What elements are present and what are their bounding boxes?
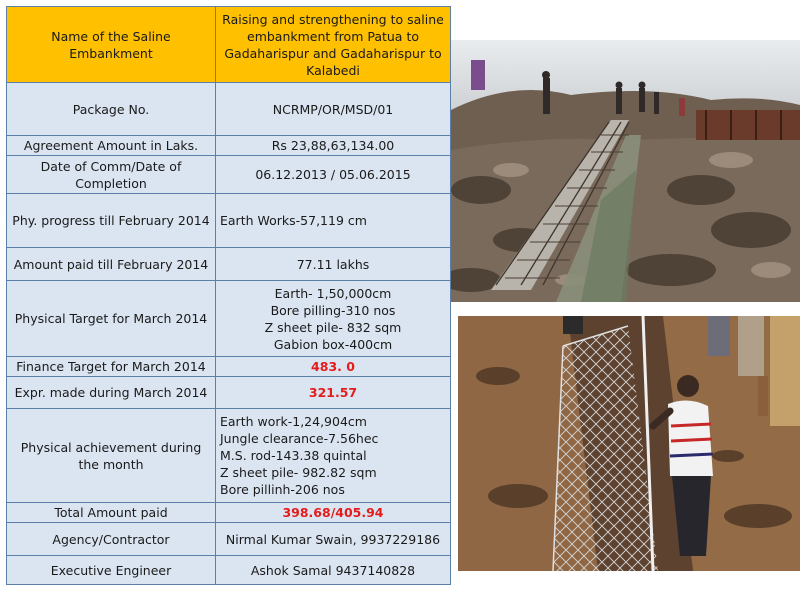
agreement-value: Rs 23,88,63,134.00 xyxy=(216,136,451,156)
table-row xyxy=(7,83,451,136)
phys-target-line: Gabion box-400cm xyxy=(273,336,393,352)
table-row xyxy=(7,377,451,409)
table-row xyxy=(7,357,451,377)
agency-value: Nirmal Kumar Swain, 9937229186 xyxy=(216,523,451,556)
dates-label: Date of Comm/Date of Completion xyxy=(7,156,216,194)
package-value: NCRMP/OR/MSD/01 xyxy=(216,83,451,136)
table-row xyxy=(7,136,451,156)
phys-achievement-line: Jungle clearance-7.56hec xyxy=(220,431,379,446)
embankment-photo-graphic xyxy=(451,40,800,302)
package-label: Package No. xyxy=(7,83,216,136)
table-row xyxy=(7,409,451,503)
phys-target-label: Physical Target for March 2014 xyxy=(7,281,216,357)
total-paid-label: Total Amount paid xyxy=(7,503,216,523)
table-row xyxy=(7,523,451,556)
phys-achievement-label: Physical achievement during the month xyxy=(7,409,216,503)
table-row xyxy=(7,556,451,585)
phy-progress-value: Earth Works-57,119 cm xyxy=(216,194,451,248)
phys-target-line: Bore pilling-310 nos xyxy=(270,302,396,318)
agency-label: Agency/Contractor xyxy=(7,523,216,556)
phys-achievement-line: Z sheet pile- 982.82 sqm xyxy=(220,465,377,480)
table-row xyxy=(7,194,451,248)
table-row xyxy=(7,503,451,523)
table-row xyxy=(7,156,451,194)
project-info-table xyxy=(6,6,451,585)
phys-achievement-line: Earth work-1,24,904cm xyxy=(220,414,367,429)
amount-paid-label: Amount paid till February 2014 xyxy=(7,248,216,281)
phys-achievement-line: Bore pillinh-206 nos xyxy=(220,482,345,497)
phys-target-line: Z sheet pile- 832 sqm xyxy=(264,319,402,335)
finance-target-value: 483. 0 xyxy=(216,357,451,377)
amount-paid-value: 77.11 lakhs xyxy=(216,248,451,281)
phys-achievement-value xyxy=(216,409,451,503)
embankment-label: Name of the Saline Embankment xyxy=(7,7,216,83)
engineer-value: Ashok Samal 9437140828 xyxy=(216,556,451,585)
embankment-value: Raising and strengthening to saline embankment from Patua to Gadaharispur and Gadaharispur to Kalabedi xyxy=(216,7,451,83)
phys-achievement-line: M.S. rod-143.38 quintal xyxy=(220,448,367,463)
finance-target-label: Finance Target for March 2014 xyxy=(7,357,216,377)
expr-made-value: 321.57 xyxy=(216,377,451,409)
table-row xyxy=(7,281,451,357)
embankment-construction-photo xyxy=(451,40,800,302)
phys-target-line: Earth- 1,50,000cm xyxy=(274,285,392,301)
agreement-label: Agreement Amount in Laks. xyxy=(7,136,216,156)
gabion-trench-photo xyxy=(458,316,800,571)
expr-made-label: Expr. made during March 2014 xyxy=(7,377,216,409)
gabion-photo-graphic xyxy=(458,316,800,571)
engineer-label: Executive Engineer xyxy=(7,556,216,585)
phy-progress-label: Phy. progress till February 2014 xyxy=(7,194,216,248)
total-paid-value: 398.68/405.94 xyxy=(216,503,451,523)
dates-value: 06.12.2013 / 05.06.2015 xyxy=(216,156,451,194)
table-row xyxy=(7,248,451,281)
table-row xyxy=(7,7,451,83)
phys-target-value xyxy=(216,281,451,357)
